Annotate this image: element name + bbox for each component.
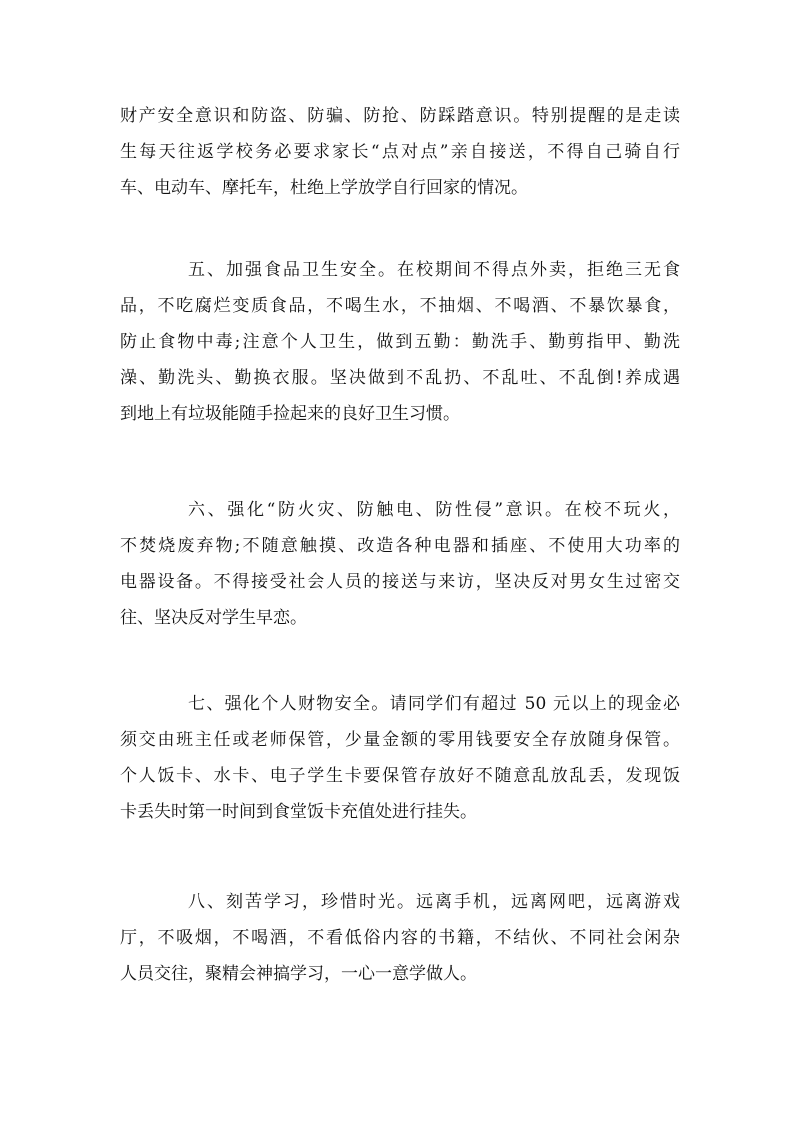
text-line: 澡、勤洗头、勤换衣服。坚决做到不乱扔、不乱吐、不乱倒!养成遇: [120, 368, 680, 388]
text-line: 车、电动车、摩托车，杜绝上学放学自行回家的情况。: [120, 178, 528, 198]
paragraph-section-six: [120, 492, 680, 636]
paragraph-section-five: [120, 252, 680, 432]
text-line: 六、强化“防火灾、防触电、防性侵”意识。在校不玩火，: [188, 500, 680, 520]
text-line: 财产安全意识和防盗、防骗、防抢、防踩踏意识。特别提醒的是走读: [120, 106, 680, 126]
text-line: 卡丢失时第一时间到食堂饭卡充值处进行挂失。: [120, 802, 477, 822]
text-line: 五、加强食品卫生安全。在校期间不得点外卖，拒绝三无食: [188, 260, 680, 280]
text-line: 须交由班主任或老师保管，少量金额的零用钱要安全存放随身保管。: [120, 730, 680, 750]
paragraph-safety-awareness: [120, 98, 680, 206]
text-line: 往、坚决反对学生早恋。: [120, 608, 307, 628]
text-line: 防止食物中毒;注意个人卫生，做到五勤：勤洗手、勤剪指甲、勤洗: [120, 332, 680, 352]
text-line: 品，不吃腐烂变质食品，不喝生水，不抽烟、不喝酒、不暴饮暴食，: [120, 296, 680, 316]
text-line: 到地上有垃圾能随手捡起来的良好卫生习惯。: [120, 404, 460, 424]
text-line: 生每天往返学校务必要求家长“点对点”亲自接送，不得自己骑自行: [120, 142, 680, 162]
text-line: 八、刻苦学习，珍惜时光。远离手机，远离网吧，远离游戏: [188, 892, 680, 912]
text-line: 人员交往，聚精会神搞学习，一心一意学做人。: [120, 964, 477, 984]
text-line: 不焚烧废弃物;不随意触摸、改造各种电器和插座、不使用大功率的: [120, 536, 680, 556]
text-line: 电器设备。不得接受社会人员的接送与来访，坚决反对男女生过密交: [120, 572, 680, 592]
text-line: 厅，不吸烟，不喝酒，不看低俗内容的书籍，不结伙、不同社会闲杂: [120, 928, 680, 948]
text-line: 个人饭卡、水卡、电子学生卡要保管存放好不随意乱放乱丢，发现饭: [120, 766, 680, 786]
paragraph-section-eight: [120, 884, 680, 992]
text-line: 七、强化个人财物安全。请同学们有超过 50 元以上的现金必: [188, 694, 680, 714]
paragraph-section-seven: [120, 686, 680, 830]
